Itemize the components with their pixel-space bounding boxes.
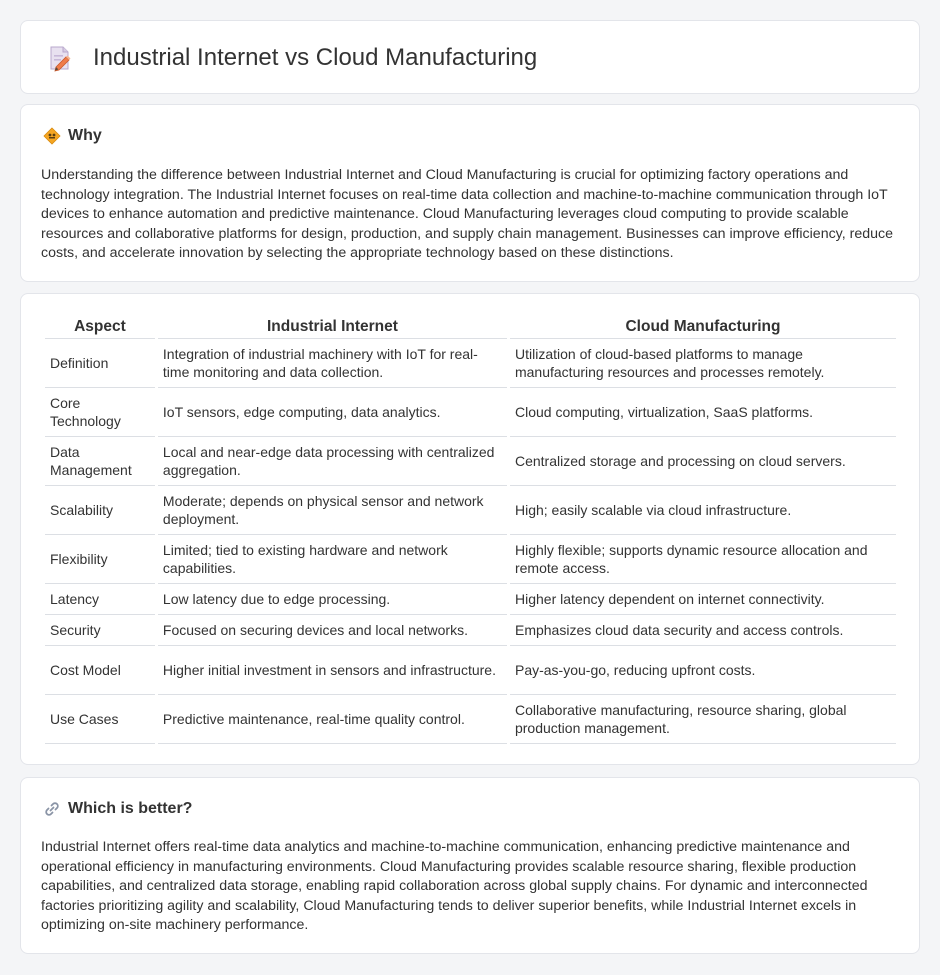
table-row [45,535,896,584]
link-icon [43,800,61,818]
row-cloud-manufacturing: Collaborative manufacturing, resource sharing, global production management. [510,695,896,744]
table-row [45,388,896,437]
row-aspect: Definition [45,339,155,388]
row-aspect: Flexibility [45,535,155,584]
document-pencil-icon [47,43,73,73]
row-industrial-internet: Local and near-edge data processing with centralized aggregation. [158,437,507,486]
table-header-row [45,316,896,339]
table-row [45,646,896,695]
why-section [20,104,920,282]
comparison-section [20,293,920,765]
row-industrial-internet: Focused on securing devices and local networks. [158,615,507,646]
row-industrial-internet: Moderate; depends on physical sensor and network deployment. [158,486,507,535]
row-aspect: Core Technology [45,388,155,437]
header-cloud-manufacturing: Cloud Manufacturing [510,316,896,339]
header-card [20,20,920,94]
row-cloud-manufacturing: Centralized storage and processing on cloud servers. [510,437,896,486]
header-industrial-internet: Industrial Internet [158,316,507,339]
row-aspect: Scalability [45,486,155,535]
row-cloud-manufacturing: Highly flexible; supports dynamic resource allocation and remote access. [510,535,896,584]
row-aspect: Security [45,615,155,646]
table-row [45,486,896,535]
why-text: Understanding the difference between Industrial Internet and Cloud Manufacturing is crucial for optimizing factory operations and technology integration. The Industrial Internet focuses on real-time data collection and machine-to-machine communication through IoT devices to enhance automation and predictive maintenance. Cloud Manufacturing leverages cloud computing to provide scalable resources and collaborative platforms for design, production, and supply chain management. Businesses can improve efficiency, reduce costs, and accelerate innovation by selecting the appropriate technology based on these distinctions. [41,167,893,262]
title-row [47,43,537,73]
better-title: Which is better? [68,800,193,817]
comparison-table [42,316,899,744]
table-row [45,615,896,646]
page-title: Industrial Internet vs Cloud Manufacturing [93,44,538,71]
row-industrial-internet: Limited; tied to existing hardware and network capabilities. [158,535,507,584]
row-industrial-internet: Low latency due to edge processing. [158,584,507,615]
table-row [45,584,896,615]
why-title: Why [68,127,102,144]
row-industrial-internet: Integration of industrial machinery with IoT for real-time monitoring and data collection. [158,339,507,388]
row-cloud-manufacturing: Utilization of cloud-based platforms to manage manufacturing resources and processes remotely. [510,339,896,388]
row-industrial-internet: IoT sensors, edge computing, data analytics. [158,388,507,437]
table-row [45,339,896,388]
row-aspect: Latency [45,584,155,615]
row-cloud-manufacturing: Higher latency dependent on internet connectivity. [510,584,896,615]
row-aspect: Cost Model [45,646,155,695]
row-industrial-internet: Predictive maintenance, real-time quality control. [158,695,507,744]
row-aspect: Use Cases [45,695,155,744]
row-cloud-manufacturing: Emphasizes cloud data security and access controls. [510,615,896,646]
row-cloud-manufacturing: Cloud computing, virtualization, SaaS platforms. [510,388,896,437]
which-is-better-section [20,777,920,954]
row-cloud-manufacturing: Pay-as-you-go, reducing upfront costs. [510,646,896,695]
row-cloud-manufacturing: High; easily scalable via cloud infrastructure. [510,486,896,535]
row-industrial-internet: Higher initial investment in sensors and infrastructure. [158,646,507,695]
better-text: Industrial Internet offers real-time data analytics and machine-to-machine communication, enhancing predictive maintenance and operational efficiency in manufacturing environments. Cloud Manufacturing provides scalable resource sharing, flexible production capabilities, and centralized data storage, enabling rapid collaboration across global supply chains. For dynamic and interconnected factories prioritizing agility and scalability, Cloud Manufacturing tends to deliver superior benefits, while Industrial Internet excels in optimizing on-site machinery performance. [41,839,868,934]
table-row [45,695,896,744]
road-sign-icon [43,127,61,145]
why-heading [43,127,102,145]
row-aspect: Data Management [45,437,155,486]
header-aspect: Aspect [45,316,155,339]
table-row [45,437,896,486]
better-heading [43,800,192,818]
